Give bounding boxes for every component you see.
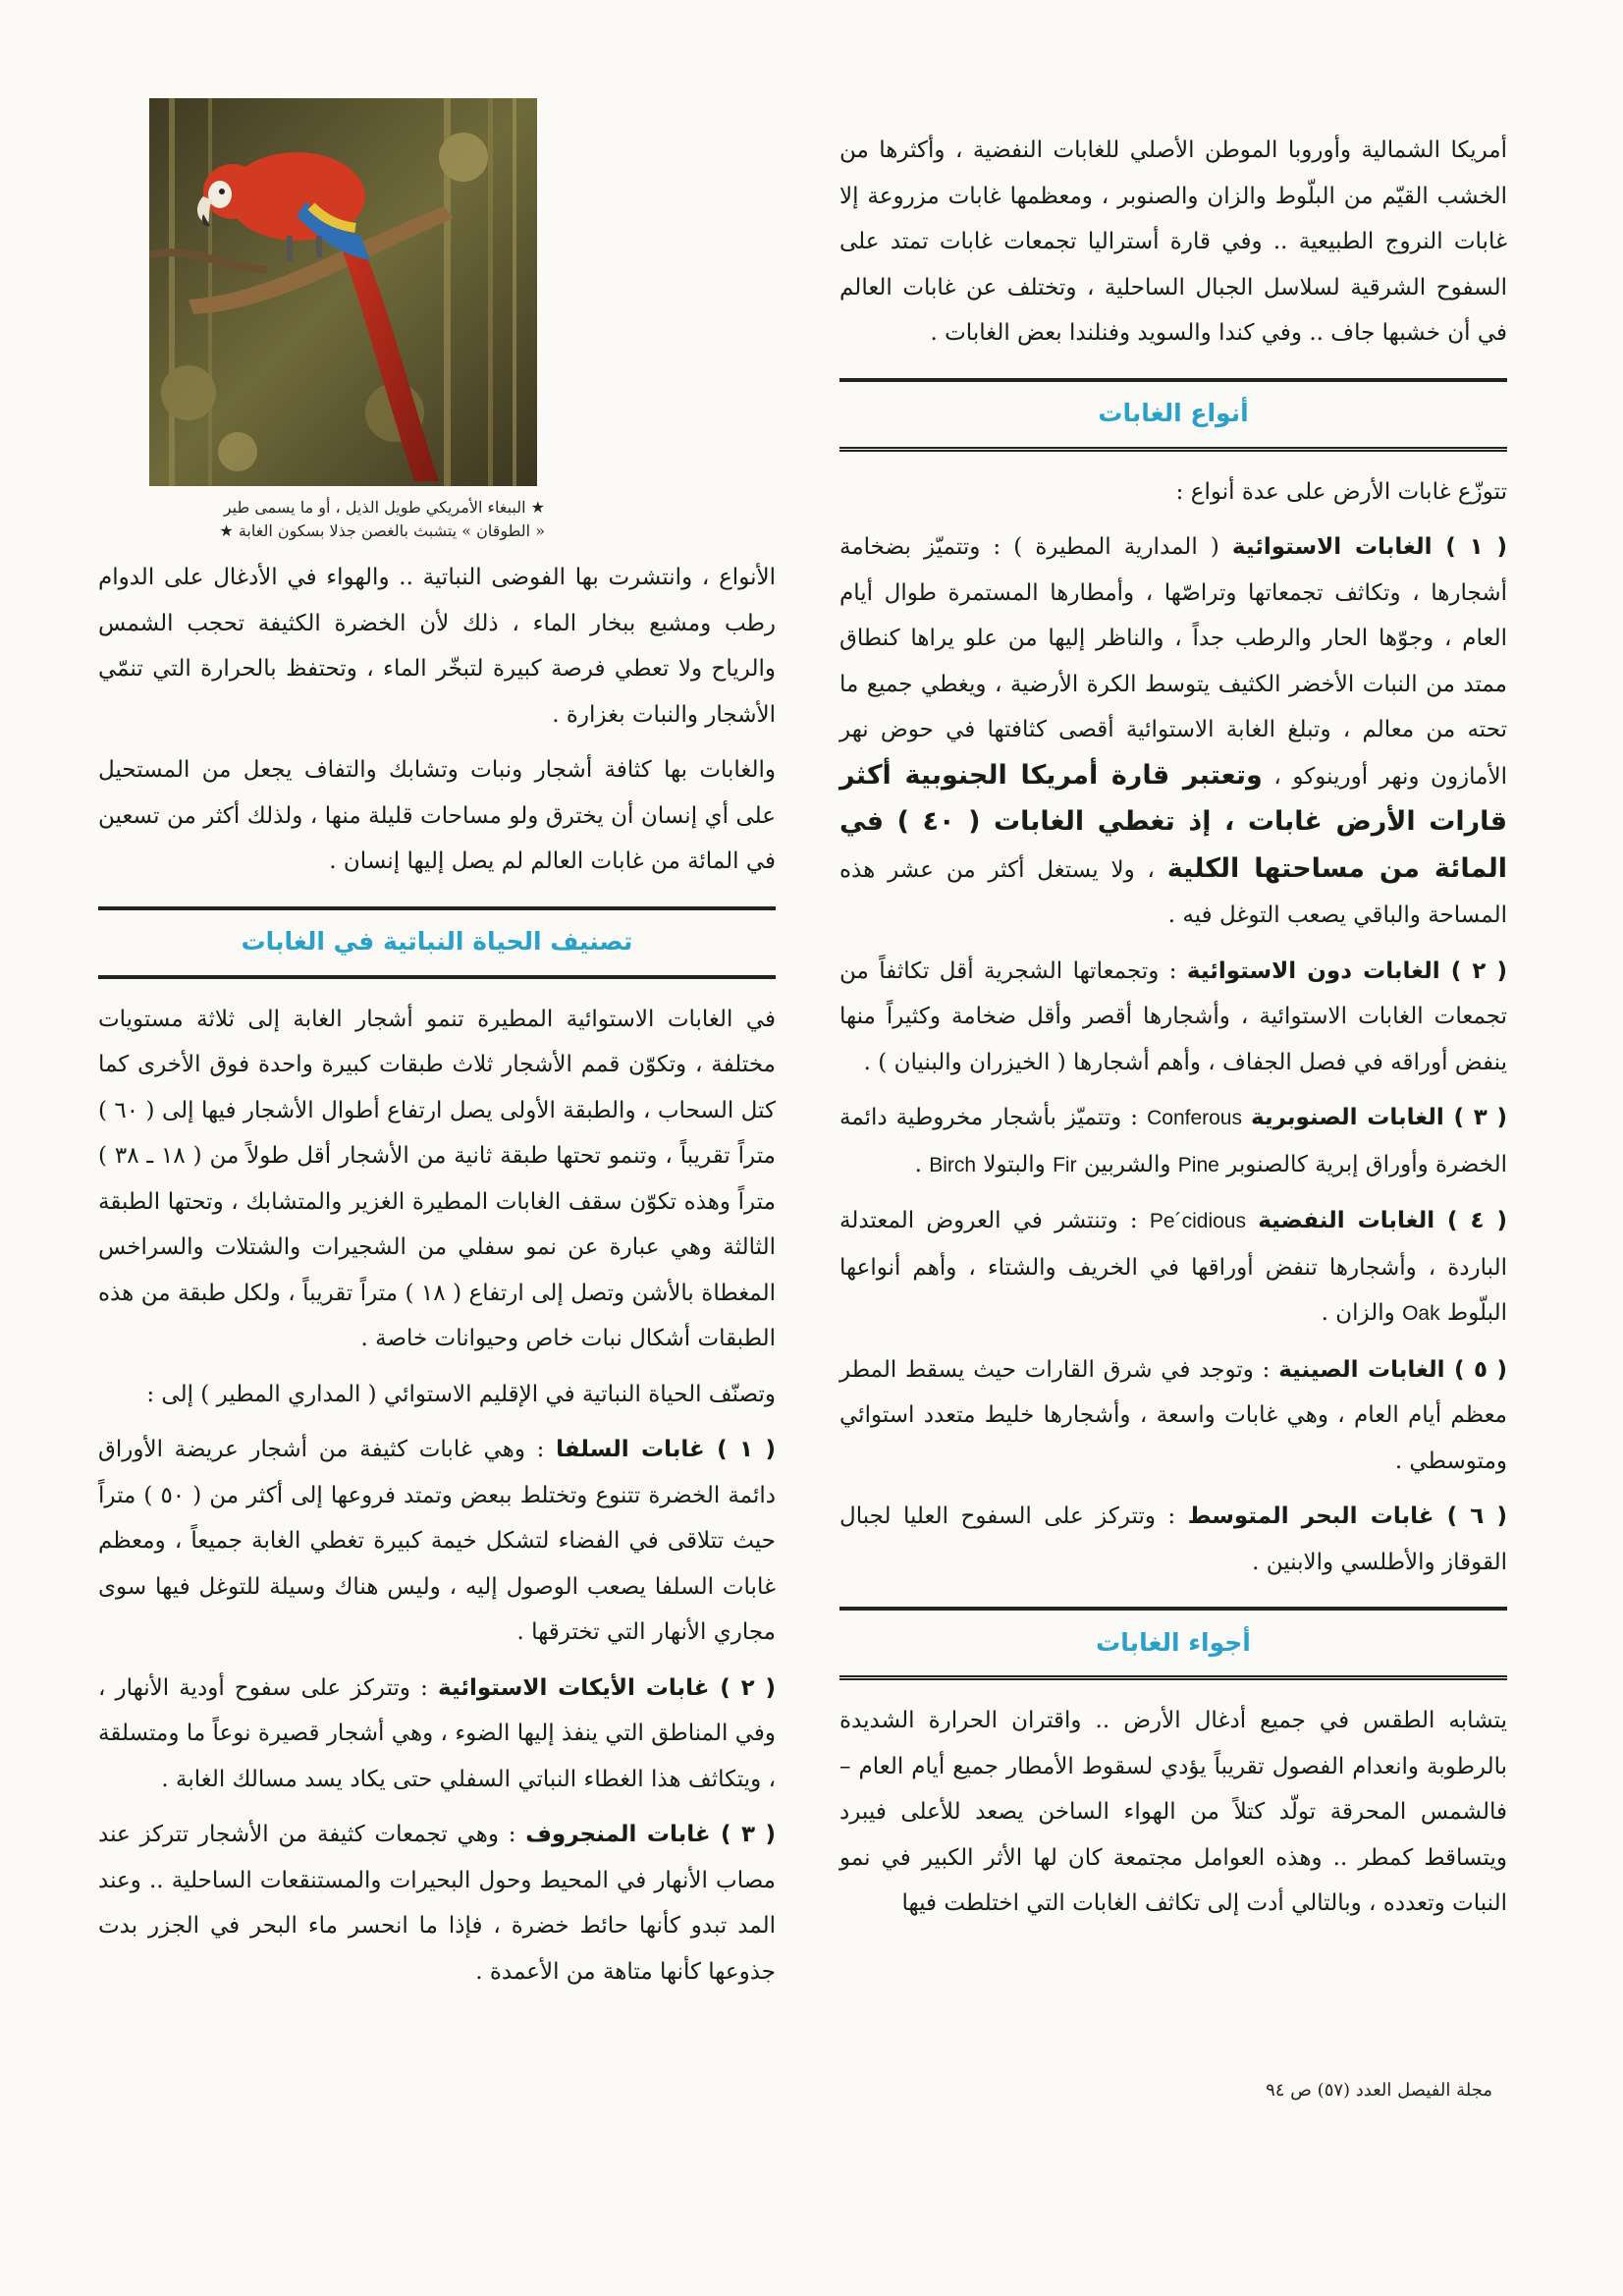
class-2-label: ( ٢ ) غابات الأيكات الاستوائية <box>438 1674 776 1701</box>
left-paragraph-2: والغابات بها كثافة أشجار ونبات وتشابك والتفاف يجعل من المستحيل على أي إنسان أن يخترق ولو مساحات قليلة منها ، ولذلك أكثر من تسعين في المائة من غابات العالم لم يصل إليها إنسان . <box>98 757 776 874</box>
type-6-text: : وتتركز على السفوح العليا لجبال القوقاز والأطلسي والابنين . <box>839 1503 1507 1575</box>
section-title: تصنيف الحياة النباتية في الغابات <box>241 927 633 957</box>
class-3-text: : وهي تجمعات كثيفة من الأشجار تتركز عند مصاب الأنهار في المحيط وحول البحيرات والمستنقعات الساحلية .. وعند المد تبدو كأنها حائط خضرة ، فإذا ما انحسر ماء البحر في الجزر بدت جذوعها كأنها متاهة من الأعمدة . <box>98 1822 776 1985</box>
class-3-paragraph <box>98 1812 776 1995</box>
type-3-paragraph <box>839 1095 1507 1188</box>
type-1-label: ( ١ ) الغابات الاستوائية <box>1231 534 1507 560</box>
class-3-label: ( ٣ ) غابات المنجروف <box>525 1822 776 1847</box>
type-4-latin: Pe´cidious <box>1149 1210 1246 1232</box>
class-2-text: : وتتركز على سفوح أودية الأنهار ، وفي المناطق التي ينفذ إليها الضوء ، وهي أشجار قصيرة نوعاً ما ومتسلقة ، ويتكاثف هذا الغطاء النباتي السفلي حتى يكاد يسد مسالك الغابة . <box>98 1674 776 1792</box>
type-1-highlight: وتعتبر قارة أمريكا الجنوبية أكثر قارات الأرض غابات ، إذ تغطي الغابات ( ٤٠ ) في المائة من مساحتها الكلية <box>839 759 1508 884</box>
left-paragraph-1: الأنواع ، وانتشرت بها الفوضى النباتية .. والهواء في الأدغال على الدوام رطب ومشبع ببخار الماء ، ذلك لأن الخضرة الكثيفة تحجب الشمس والرياح ولا تعطي فرصة كبيرة لتبخّر الماء ، وتحتفظ بالحرارة التي تنمّي الأشجار والنبات بغزارة . <box>98 565 776 728</box>
class-2-paragraph <box>98 1666 776 1803</box>
type-4-oak: Oak <box>1402 1302 1440 1325</box>
type-4-text-a: : وتنتشر في العروض المعتدلة الباردة ، وأشجارها تنفض أوراقها في الخريف والشتاء ، وأهم أنواعها البلّوط <box>839 1208 1507 1326</box>
right-column <box>839 128 1507 1937</box>
type-2-text: : وتجمعاتها الشجرية أقل تكاثفاً من تجمعات الغابات الاستوائية ، وأشجارها أقصر وأقل ضخامة وكثيراً منها ينفض أوراقه في فصل الجفاف ، وأهم أشجارها ( الخيزران والبنيان ) . <box>839 957 1507 1075</box>
type-2-label: ( ٢ ) الغابات دون الاستوائية <box>1186 957 1507 984</box>
types-intro: تتوزّع غابات الأرض على عدة أنواع : <box>1175 478 1507 505</box>
section-heading-classification <box>98 906 776 979</box>
intro-paragraph: أمريكا الشمالية وأوروبا الموطن الأصلي للغابات النفضية ، وأكثرها من الخشب القيّم من البلّوط والزان والصنوبر ، ومعظمها غابات مزروعة إلا غابات النروج الطبيعية .. وفي قارة أستراليا تجمعات غابات تمتد على السفوح الشرقية لسلاسل الجبال الساحلية ، وتختلف عن غابات العالم في أن خشبها جاف .. وفي كندا والسويد وفنلندا بعض الغابات . <box>839 137 1507 346</box>
section-heading-forest-types <box>839 378 1507 452</box>
type-2-paragraph <box>839 949 1507 1086</box>
type-3-end: . <box>914 1151 930 1177</box>
caption-line-2: « الطوقان » يتشبث بالغصن جذلا بسكون الغابة ★ <box>219 521 545 540</box>
section-title: أنواع الغابات <box>1098 399 1249 428</box>
type-4-paragraph <box>839 1198 1507 1338</box>
type-5-paragraph <box>839 1347 1507 1485</box>
type-5-text: : وتوجد في شرق القارات حيث يسقط المطر معظم أيام العام ، وهي غابات واسعة ، وأشجارها خليط متعدد استوائي ومتوسطي . <box>839 1356 1507 1474</box>
section-heading-forest-climate <box>839 1607 1507 1680</box>
type-3-birch: Birch <box>929 1153 977 1176</box>
parrot-photo <box>149 98 537 486</box>
photo-caption <box>142 496 545 543</box>
type-3-label: ( ٣ ) الغابات الصنوبرية <box>1251 1105 1508 1130</box>
type-3-fir: Fir <box>1053 1153 1077 1176</box>
class-1-text: : وهي غابات كثيفة من أشجار عريضة الأوراق دائمة الخضرة تتنوع وتختلط ببعض وتمتد فروعها إلى أكثر من ( ٥٠ ) متراً حيث تتلاقى في الفضاء لتشكل خيمة كبيرة تغطي الغابة جميعاً ، ومعظم غابات السلفا يصعب الوصول إليه ، وليس هناك وسيلة للتوغل فيها سوى مجاري الأنهار التي تخترقها . <box>98 1437 777 1645</box>
type-1-tail: ، ولا يستغل أكثر من عشر هذه المساحة والباقي يصعب التوغل فيه . <box>839 856 1507 928</box>
type-5-label: ( ٥ ) الغابات الصينية <box>1278 1356 1508 1383</box>
left-paragraph-3: في الغابات الاستوائية المطيرة تنمو أشجار الغابة إلى ثلاثة مستويات مختلفة ، وتكوّن قمم الأشجار ثلاث طبقات كبيرة واحدة فوق الأخرى كما كتل السحاب ، والطبقة الأولى يصل ارتفاع أطوال الأشجار فيها إلى ( ٦٠ ) متراً تقريباً ، وتنمو تحتها طبقة ثانية من الأشجار أقل طولاً من ( ١٨ ـ ٣٨ ) متراً وهذه تكوّن سقف الغابات المطيرة الغزير والمتشابك ، وتحتها الطبقة الثالثة وهي عبارة عن نمو سفلي من الشجيرات والشتلات والسراخس المغطاة بالأشن وتصل إلى ارتفاع ( ١٨ ) متراً تقريباً ، ولكل طبقة من هذه الطبقات أشكال نبات خاص وحيوانات خاصة . <box>98 1006 776 1351</box>
type-4-label: ( ٤ ) الغابات النفضية <box>1258 1208 1507 1233</box>
caption-line-1: ★ الببغاء الأمريكي طويل الذيل ، أو ما يسمى طير <box>223 498 545 517</box>
type-3-text-b: والشربين <box>1076 1151 1178 1177</box>
type-6-label: ( ٦ ) غابات البحر المتوسط <box>1187 1503 1507 1529</box>
left-column <box>98 555 776 2004</box>
type-3-latin: Conferous <box>1147 1107 1242 1129</box>
type-6-paragraph <box>839 1494 1507 1585</box>
page-footer: مجلة الفيصل العدد (٥٧) ص ٩٤ <box>1266 2080 1492 2101</box>
class-1-label: ( ١ ) غابات السلفا <box>556 1437 776 1462</box>
type-3-pine: Pine <box>1177 1153 1219 1176</box>
type-3-text-c: والبتولا <box>976 1151 1054 1177</box>
left-paragraph-4: وتصنّف الحياة النباتية في الإقليم الاستوائي ( المداري المطير ) إلى : <box>146 1381 776 1407</box>
type-1-paragraph <box>839 524 1507 939</box>
climate-paragraph: يتشابه الطقس في جميع أدغال الأرض .. واقتران الحرارة الشديدة بالرطوبة وانعدام الفصول تقريباً يؤدي لسقوط الأمطار جميع أيام العام – فالشمس المحرقة تولّد كتلاً من الهواء الساخن يصعد للأعلى فيبرد ويتساقط كمطر .. وهذه العوامل مجتمعة كان لها الأثر الكبير في نمو النبات وتعدده ، وبالتالي أدت إلى تكاثف الغابات التي اختلطت فيها <box>839 1708 1507 1916</box>
type-1-text: ( المدارية المطيرة ) : وتتميّز بضخامة أشجارها ، وتكاثف تجمعاتها وتراصّها ، وأمطارها المستمرة طوال أيام العام ، وجوّها الحار والرطب جداً ، والناظر إليها من علو يراها كنطاق ممتد من النبات الأخضر الكثيف يتوسط الكرة الأرضية ، ويغطي جميع ما تحته من معالم ، وتبلغ الغابة الاستوائية أقصى كثافتها في حوض نهر الأمازون ونهر أورينوكو ، <box>839 534 1507 790</box>
class-1-paragraph <box>98 1427 776 1656</box>
type-4-text-b: والزان . <box>1321 1300 1403 1326</box>
section-title: أجواء الغابات <box>1096 1627 1251 1657</box>
type-3-text-a: : وتتميّز بأشجار مخروطية دائمة الخضرة وأوراق إبرية كالصنوبر <box>839 1105 1507 1177</box>
